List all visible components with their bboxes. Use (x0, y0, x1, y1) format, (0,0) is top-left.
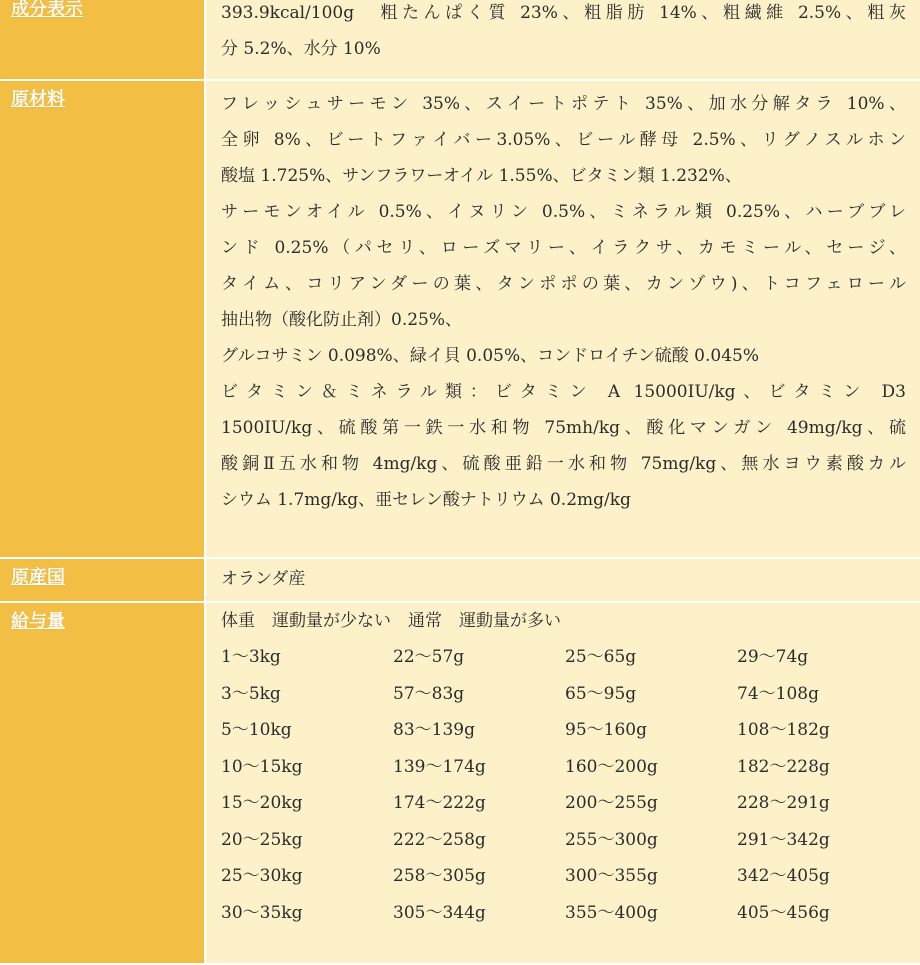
feeding-cell: 57〜83g (393, 683, 465, 704)
feeding-cell: 160〜200g (565, 756, 658, 777)
ingredients-line: 全卵 8%、ビートファイバー3.05%、ビール酵母 2.5%、リグノスルホン (221, 130, 906, 150)
feeding-cell: 228〜291g (737, 793, 830, 813)
feeding-cell: 300〜355g (565, 866, 658, 886)
feeding-cell: 108〜182g (737, 720, 830, 740)
feeding-cell: 139〜174g (393, 756, 486, 777)
feeding-cell: 1〜3kg (221, 647, 281, 667)
feeding-cell: 291〜342g (737, 829, 830, 850)
ingredients-line: シウム 1.7mg/kg、亜セレン酸ナトリウム 0.2mg/kg (221, 490, 631, 510)
composition-row (0, 0, 920, 80)
feeding-cell: 65〜95g (565, 683, 637, 704)
ingredients-label[interactable]: 原材料 (11, 89, 65, 110)
feeding-cell: 200〜255g (565, 793, 658, 813)
ingredients-line: 酸塩 1.725%、サンフラワーオイル 1.55%、ビタミン類 1.232%、 (221, 166, 742, 186)
ingredients-value-cell (205, 80, 920, 558)
origin-label[interactable]: 原産国 (11, 567, 65, 588)
feeding-cell: 222〜258g (393, 829, 486, 850)
origin-header-cell (0, 558, 205, 602)
origin-value: オランダ産 (221, 569, 306, 589)
composition-value-cell (205, 0, 920, 80)
ingredients-row (0, 80, 920, 558)
feeding-cell: 5〜10kg (221, 720, 292, 740)
ingredients-line: 1500IU/kg、硫酸第一鉄一水和物 75mh/kg、酸化マンガン 49mg/kg、硫 (221, 418, 906, 438)
feeding-table-header: 体重 運動量が少ない 通常 運動量が多い (221, 611, 561, 631)
feeding-label[interactable]: 給与量 (11, 611, 65, 632)
feeding-value-cell (205, 602, 920, 964)
feeding-cell: 255〜300g (565, 829, 658, 850)
ingredients-line: タイム、コリアンダーの葉、タンポポの葉、カンゾウ)、トコフェロール (221, 274, 906, 294)
origin-row (0, 558, 920, 602)
feeding-grid (221, 639, 906, 931)
feeding-cell: 74〜108g (737, 683, 819, 704)
feeding-cell: 10〜15kg (221, 756, 303, 777)
feeding-cell: 83〜139g (393, 720, 475, 740)
feeding-cell: 3〜5kg (221, 683, 281, 704)
feeding-cell: 29〜74g (737, 647, 809, 667)
feeding-cell: 30〜35kg (221, 902, 303, 923)
ingredients-line: グルコサミン 0.098%、緑イ貝 0.05%、コンドロイチン硫酸 0.045% (221, 346, 759, 366)
ingredients-header-cell (0, 80, 205, 558)
feeding-cell: 25〜65g (565, 647, 637, 667)
feeding-cell: 258〜305g (393, 866, 486, 886)
ingredients-line: サーモンオイル 0.5%、イヌリン 0.5%、ミネラル類 0.25%、ハーブブレ (221, 202, 906, 222)
feeding-cell: 182〜228g (737, 756, 830, 777)
composition-line: 分 5.2%、水分 10% (221, 39, 381, 59)
feeding-cell: 342〜405g (737, 866, 830, 886)
ingredients-line: ビタミン＆ミネラル類：ビタミン A 15000IU/kg、ビタミン D3 (221, 382, 906, 402)
ingredients-line: フレッシュサーモン 35%、スイートポテト 35%、加水分解タラ 10%、 (221, 94, 906, 114)
ingredients-line: 酸銅Ⅱ五水和物 4mg/kg、硫酸亜鉛一水和物 75mg/kg、無水ヨウ素酸カル (221, 454, 906, 474)
feeding-cell: 355〜400g (565, 902, 658, 923)
feeding-cell: 25〜30kg (221, 866, 303, 886)
origin-value-cell (205, 558, 920, 602)
feeding-cell: 174〜222g (393, 793, 486, 813)
composition-line: 393.9kcal/100g 粗たんぱく質 23%、粗脂肪 14%、粗繊維 2.5%、粗灰 (221, 3, 906, 23)
feeding-header-cell (0, 602, 205, 964)
feeding-cell: 15〜20kg (221, 793, 303, 813)
ingredients-line: ンド 0.25%（パセリ、ローズマリー、イラクサ、カモミール、セージ、 (221, 238, 906, 258)
composition-label[interactable]: 成分表示 (11, 0, 83, 20)
feeding-row (0, 602, 920, 964)
feeding-cell: 20〜25kg (221, 829, 303, 850)
feeding-cell: 95〜160g (565, 720, 647, 740)
ingredients-line: 抽出物（酸化防止剤）0.25%、 (221, 310, 463, 330)
feeding-cell: 405〜456g (737, 902, 830, 923)
feeding-cell: 22〜57g (393, 647, 465, 667)
composition-header-cell (0, 0, 205, 80)
feeding-cell: 305〜344g (393, 902, 486, 923)
